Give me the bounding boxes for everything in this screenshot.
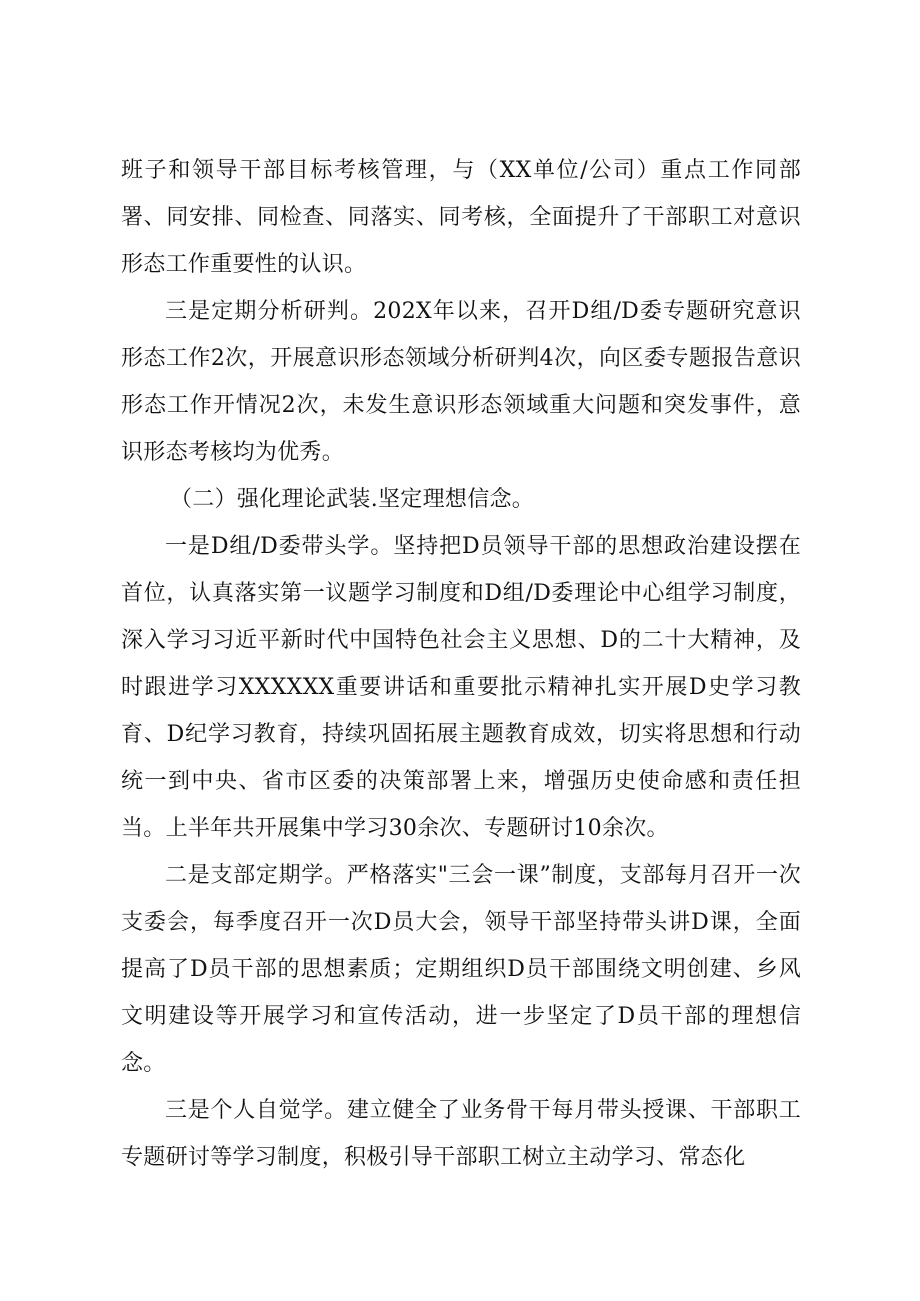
paragraph-branch-study: 二是支部定期学。严格落实"三会一课”制度，支部每月召开一次支委会，每季度召开一次D员大会，领导干部坚持带头讲D课，全面提高了D员干部的思想素质；定期组织D员干部围绕文明创建、乡风文明建设等开展学习和宣传活动，进一步坚定了D员干部的理想信念。 <box>121 863 801 1076</box>
section-heading: （二）强化理论武装.坚定理想信念。 <box>170 487 535 512</box>
paragraph-party-study: 一是D组/D委带头学。坚持把D员领导干部的思想政治建设摆在首位，认真落实第一议题学习制度和D组/D委理论中心组学习制度，深入学习习近平新时代中国特色社会主义思想、D的二十大精神，及时跟进学习XXXXXX重要讲话和重要批示精神扎实开展D史学习教育、D纪学习教育，持续巩固拓展主题教育成效，切实将思想和行动统一到中央、省市区委的决策部署上来，增强历史使命感和责任担当。上半年共开展集中学习30余次、专题研讨10余次。 <box>121 534 801 841</box>
paragraph-continuation: 班子和领导干部目标考核管理，与（XX单位/公司）重点工作同部署、同安排、同检查、同落实、同考核，全面提升了干部职工对意识形态工作重要性的认识。 <box>121 158 801 277</box>
document-body <box>121 147 801 1181</box>
paragraph-analysis: 三是定期分析研判。202X年以来，召开D组/D委专题研究意识形态工作2次，开展意识形态领域分析研判4次，向区委专题报告意识形态工作开情况2次，未发生意识形态领域重大问题和突发事件，意识形态考核均为优秀。 <box>121 299 801 465</box>
paragraph-self-study: 三是个人自觉学。建立健全了业务骨干每月带头授课、干部职工专题研讨等学习制度，积极引导干部职工树立主动学习、常态化 <box>121 1098 801 1170</box>
